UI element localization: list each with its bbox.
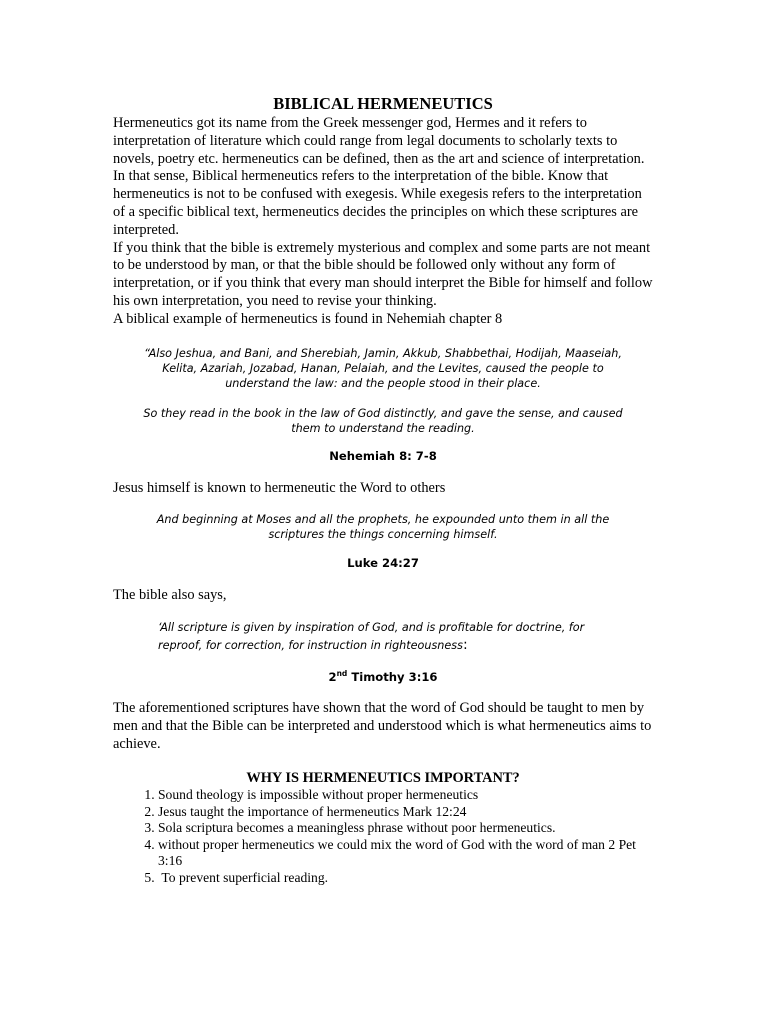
nehemiah-reference: Nehemiah 8: 7-8 [329,448,437,463]
luke-quote: And beginning at Moses and all the prophets, he expounded unto them in all the scriptures the things concerning himself. [156,513,610,542]
document-page [113,93,653,886]
intro-paragraph-3: If you think that the bible is extremely mysterious and complex and some parts are not meant to be understood by man, or that the bible should be followed only without any form of interpretation, or if you think that every man should interpret the Bible for himself and follow his own interpretation, you need to revise your thinking. [113,239,653,309]
timothy-reference [113,669,653,684]
intro-paragraph-1: Hermeneutics got its name from the Greek messenger god, Hermes and it refers to interpretation of literature which could range from legal documents to scholarly texts to novels, poetry etc. hermeneutics can be defined, then as the art and science of interpretation. [113,115,645,167]
timothy-ref-sup: nd [336,669,348,679]
conclusion-paragraph: The aforementioned scriptures have shown that the word of God should be taught to men by men and that the Bible can be interpreted and understood which is what hermeneutics aims to achieve. [113,700,652,752]
list-item: 3. Sola scriptura becomes a meaningless phrase without poor hermeneutics. [158,820,653,837]
document-title: BIBLICAL HERMENEUTICS [273,94,493,113]
list-item: 4. without proper hermeneutics we could mix the word of God with the word of man 2 Pet 3:16 [158,837,653,870]
nehemiah-quote-part-2: So they read in the book in the law of God distinctly, and gave the sense, and caused them to understand the reading. [143,406,623,435]
why-heading: WHY IS HERMENEUTICS IMPORTANT? [246,770,520,787]
jesus-intro-text: Jesus himself is known to hermeneutic the Word to others [113,479,446,496]
timothy-quote-text: ‘All scripture is given by inspiration of God, and is profitable for doctrine, for reproof, for correction, for instruction in righteousness [158,621,585,652]
list-item: 5. To prevent superficial reading. [158,870,653,887]
list-item: 1. Sound theology is impossible without proper hermeneutics [158,787,653,804]
timothy-ref-number: 2 [328,670,337,685]
timothy-ref-rest: Timothy 3:16 [347,670,438,685]
luke-reference: Luke 24:27 [347,556,419,571]
bible-says-text: The bible also says, [113,587,227,604]
nehemiah-quote-part-1: “Also Jeshua, and Bani, and Sherebiah, Jamin, Akkub, Shabbethai, Hodijah, Maaseiah, Kelita, Azariah, Jozabad, Hanan, Pelaiah, and the Levites, caused the people to understand the law: and the people stood in their place. [144,346,622,390]
timothy-quote-end-mark: : [462,636,468,653]
list-item: 2. Jesus taught the importance of hermeneutics Mark 12:24 [158,804,653,821]
intro-paragraph-4: A biblical example of hermeneutics is found in Nehemiah chapter 8 [113,310,503,327]
timothy-quote [158,619,628,654]
why-list [113,787,653,886]
intro-paragraph-2: In that sense, Biblical hermeneutics refers to the interpretation of the bible. Know that hermeneutics is not to be confused with exegesis. While exegesis refers to the interpretation of a specific biblical text, hermeneutics decides the principles on which these scriptures are interpreted. [113,168,642,238]
